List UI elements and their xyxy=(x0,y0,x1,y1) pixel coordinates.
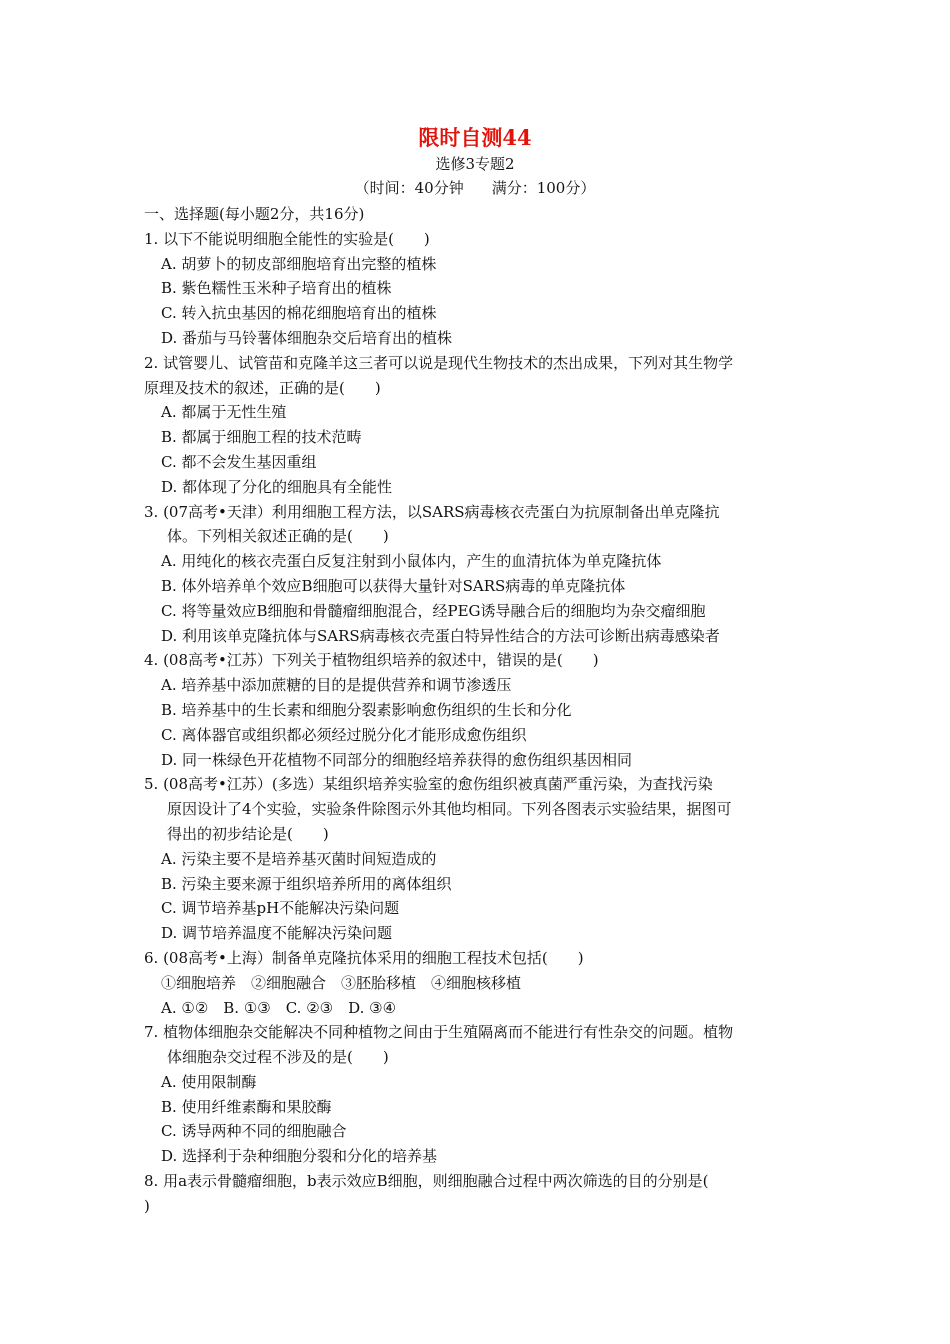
option-d: D. 同一株绿色开花植物不同部分的细胞经培养获得的愈伤组织基因相同 xyxy=(161,750,633,769)
option-c: C. 离体器官或组织都必须经过脱分化才能形成愈伤组织 xyxy=(161,725,527,744)
option-b: B. 体外培养单个效应B细胞可以获得大量针对SARS病毒的单克隆抗体 xyxy=(161,576,626,595)
question-8 xyxy=(144,1169,812,1219)
section-heading: 一、选择题(每小题2分，共16分) xyxy=(144,205,365,223)
option-c: C. 调节培养基pH不能解决污染问题 xyxy=(161,899,400,918)
question-4 xyxy=(144,648,812,772)
option-a: A. 胡萝卜的韧皮部细胞培育出完整的植株 xyxy=(161,254,437,273)
option-b: B. 培养基中的生长素和细胞分裂素影响愈伤组织的生长和分化 xyxy=(161,700,572,719)
time-limit: （时间：40分钟 xyxy=(354,179,464,197)
time-score-info xyxy=(0,178,950,198)
option-c: C. 都不会发生基因重组 xyxy=(161,452,317,471)
question-stem: 6. (08高考•上海）制备单克隆抗体采用的细胞工程技术包括( ) xyxy=(144,948,584,967)
question-stem-cont: 体细胞杂交过程不涉及的是( ) xyxy=(167,1048,389,1067)
question-1 xyxy=(144,227,812,351)
question-stem-cont: 原理及技术的叙述，正确的是( ) xyxy=(144,378,381,397)
option-a: A. 使用限制酶 xyxy=(161,1072,257,1091)
question-stem: 1. 以下不能说明细胞全能性的实验是( ) xyxy=(144,229,430,248)
option-b: B. 都属于细胞工程的技术范畴 xyxy=(161,428,362,447)
page-subtitle: 选修3专题2 xyxy=(435,155,515,173)
option-d: D. 调节培养温度不能解决污染问题 xyxy=(161,924,393,943)
option-a: A. 培养基中添加蔗糖的目的是提供营养和调节渗透压 xyxy=(161,676,512,695)
option-a: A. 都属于无性生殖 xyxy=(161,403,287,422)
question-stem: 4. (08高考•江苏）下列关于植物组织培养的叙述中，错误的是( ) xyxy=(144,651,599,670)
question-stem: 3. (07高考•天津）利用细胞工程方法，以SARS病毒核衣壳蛋白为抗原制备出单克隆抗 xyxy=(144,502,720,521)
question-3 xyxy=(144,500,812,649)
option-b: B. 污染主要来源于组织培养所用的离体组织 xyxy=(161,874,452,893)
choice-items: ①细胞培养 ②细胞融合 ③胚胎移植 ④细胞核移植 xyxy=(161,973,522,992)
question-stem: 5. (08高考•江苏）(多选）某组织培养实验室的愈伤组织被真菌严重污染，为查找污染 xyxy=(144,775,713,794)
option-d: D. 利用该单克隆抗体与SARS病毒核衣壳蛋白特异性结合的方法可诊断出病毒感染者 xyxy=(161,626,720,645)
option-d: D. 番茄与马铃薯体细胞杂交后培育出的植株 xyxy=(161,328,453,347)
question-2 xyxy=(144,351,812,500)
option-c: C. 转入抗虫基因的棉花细胞培育出的植株 xyxy=(161,304,437,323)
option-d: D. 选择利于杂种细胞分裂和分化的培养基 xyxy=(161,1147,438,1166)
question-stem-cont: 得出的初步结论是( ) xyxy=(167,824,329,843)
option-b: B. 紫色糯性玉米种子培育出的植株 xyxy=(161,279,392,298)
option-c: C. 诱导两种不同的细胞融合 xyxy=(161,1122,347,1141)
question-content xyxy=(144,202,812,1219)
question-7 xyxy=(144,1020,812,1169)
question-5 xyxy=(144,772,812,946)
question-stem: 8. 用a表示骨髓瘤细胞，b表示效应B细胞，则细胞融合过程中两次筛选的目的分别是( xyxy=(144,1172,709,1191)
option-row: A. ①② B. ①③ C. ②③ D. ③④ xyxy=(161,998,397,1017)
option-a: A. 用纯化的核衣壳蛋白反复注射到小鼠体内，产生的血清抗体为单克隆抗体 xyxy=(161,552,662,571)
page-title: 限时自测44 xyxy=(418,125,532,150)
question-stem: 7. 植物体细胞杂交能解决不同种植物之间由于生殖隔离而不能进行有性杂交的问题。植物 xyxy=(144,1023,734,1042)
option-c: C. 将等量效应B细胞和骨髓瘤细胞混合，经PEG诱导融合后的细胞均为杂交瘤细胞 xyxy=(161,601,706,620)
question-stem-cont: 体。下列相关叙述正确的是( ) xyxy=(167,527,389,546)
option-d: D. 都体现了分化的细胞具有全能性 xyxy=(161,477,393,496)
full-score: 满分：100分） xyxy=(491,179,596,197)
question-stem: 2. 试管婴儿、试管苗和克隆羊这三者可以说是现代生物技术的杰出成果，下列对其生物学 xyxy=(144,353,734,372)
option-b: B. 使用纤维素酶和果胶酶 xyxy=(161,1097,332,1116)
question-stem-cont: ) xyxy=(144,1196,150,1215)
question-6 xyxy=(144,946,812,1020)
question-stem-cont: 原因设计了4个实验，实验条件除图示外其他均相同。下列各图表示实验结果，据图可 xyxy=(167,800,732,819)
option-a: A. 污染主要不是培养基灭菌时间短造成的 xyxy=(161,849,437,868)
